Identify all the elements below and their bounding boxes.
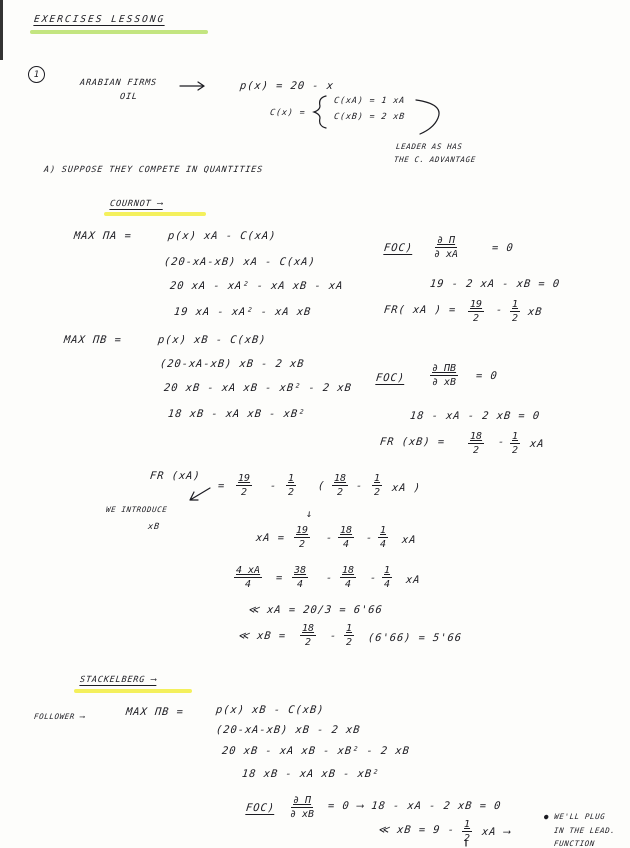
sub-frac-1-num: 19 xyxy=(238,473,251,484)
firms-arrow-icon xyxy=(180,82,204,90)
stackelberg-line-3: 20 xB - xA xB - xB² - 2 xB xyxy=(221,745,411,757)
cost-a: C(xA) = 1 xA xyxy=(333,96,406,106)
sub-equals: = xyxy=(217,480,226,492)
stackelberg-foc-num: ∂ Π xyxy=(293,795,312,806)
foc-b-equation: 18 - xA - 2 xB = 0 xyxy=(409,410,541,422)
fr-b-minus: - xyxy=(497,436,506,448)
result-xb-tail: (6'66) = 5'66 xyxy=(367,632,463,644)
fr-a-tail: xB xyxy=(527,306,544,318)
step2-frac-2-num: 18 xyxy=(340,525,353,536)
foc-a-numerator: ∂ Π xyxy=(437,235,456,246)
sub-frac-4-num: 1 xyxy=(374,473,381,484)
result-xb-frac-1-den: 2 xyxy=(305,637,312,648)
fr-b-label: FR (xB) = xyxy=(379,436,446,448)
foc-b-label: FOC) xyxy=(375,372,406,384)
stackelberg-foc-rhs: = 0 ⟶ 18 - xA - 2 xB = 0 xyxy=(327,800,502,812)
stackelberg-result-tail: xA ⟶ xyxy=(481,826,512,838)
foc-a-denominator: ∂ xA xyxy=(434,249,459,260)
step3-frac-0-num: 4 xA xyxy=(236,565,261,576)
demand-function: p(x) = 20 - x xyxy=(239,80,335,92)
max-b-line-4: 18 xB - xA xB - xB² xyxy=(167,408,306,420)
fr-a-frac-1-num: 19 xyxy=(470,299,483,310)
step3-frac-0-den: 4 xyxy=(245,579,252,590)
part-a-statement: A) SUPPOSE THEY COMPETE IN QUANTITIES xyxy=(43,165,264,175)
step2-frac-3-num: 1 xyxy=(380,525,387,536)
foc-a-rhs: = 0 xyxy=(491,242,515,254)
firms-label: ARABIAN FIRMS xyxy=(79,78,158,88)
max-a-line-3: 20 xA - xA² - xA xB - xA xyxy=(169,280,344,292)
sub-note-1: WE INTRODUCE xyxy=(105,505,168,514)
step3-frac-3-num: 1 xyxy=(384,565,391,576)
max-b-line-3: 20 xB - xA xB - xB² - 2 xB xyxy=(163,382,353,394)
step2-frac-3-den: 4 xyxy=(380,539,387,550)
stackelberg-foc-den: ∂ xB xyxy=(290,809,315,820)
foc-b-denominator: ∂ xB xyxy=(432,377,457,388)
fr-b-frac-1-num: 18 xyxy=(470,431,483,442)
result-xb-minus: - xyxy=(329,630,338,642)
foc-a-label: FOC) xyxy=(383,242,414,254)
max-b-line-2: (20-xA-xB) xB - 2 xB xyxy=(159,358,306,370)
foc-a-equation: 19 - 2 xA - xB = 0 xyxy=(429,278,561,290)
fr-b-frac-2-den: 2 xyxy=(512,445,519,456)
step2-frac-2-den: 4 xyxy=(343,539,350,550)
fr-a-label: FR( xA ) = xyxy=(383,304,457,316)
leader-note-1: LEADER AS HAS xyxy=(395,142,463,151)
stackelberg-foc-label: FOC) xyxy=(245,802,276,814)
stackelberg-line-2: (20-xA-xB) xB - 2 xB xyxy=(215,724,362,736)
down-arrow: ↓ xyxy=(305,508,314,520)
stackelberg-result-left: ≪ xB = 9 - xyxy=(377,824,456,836)
max-b-label: MAX ΠB = xyxy=(63,334,123,346)
stackelberg-result-frac-den: 2 xyxy=(464,833,471,844)
step2-minus-2: - xyxy=(365,532,374,544)
cost-prefix: C(x) = xyxy=(269,108,307,118)
firms-sub: OIL xyxy=(119,92,139,102)
fr-a-frac-2-den: 2 xyxy=(512,313,519,324)
cournot-heading: COURNOT ⟶ xyxy=(109,199,164,209)
result-xb-frac-1-num: 18 xyxy=(302,623,315,634)
sub-frac-2-den: 2 xyxy=(288,487,295,498)
sub-frac-3-num: 18 xyxy=(334,473,347,484)
stackelberg-note-1: ● WE'LL PLUG xyxy=(543,812,606,821)
sub-minus-1: - xyxy=(269,480,278,492)
step3-frac-1-num: 38 xyxy=(294,565,307,576)
cost-bracket-icon xyxy=(416,100,439,134)
step3-frac-2-num: 18 xyxy=(342,565,355,576)
fr-b-frac-1-den: 2 xyxy=(473,445,480,456)
fr-a-frac-1-den: 2 xyxy=(473,313,480,324)
fr-a-minus: - xyxy=(495,304,504,316)
stackelberg-note-3: FUNCTION xyxy=(553,839,596,848)
step3-minus-2: - xyxy=(369,572,378,584)
result-xb-frac-2-num: 1 xyxy=(346,623,353,634)
sub-tail: xA ) xyxy=(391,482,422,494)
cost-brace-icon xyxy=(314,96,326,128)
step3-minus-1: - xyxy=(325,572,334,584)
fr-a-frac-2-num: 1 xyxy=(512,299,519,310)
stackelberg-result-frac-num: 1 xyxy=(464,819,471,830)
page-title: EXERCISES LESSONG xyxy=(33,14,166,25)
foc-b-numerator: ∂ ΠB xyxy=(432,363,457,374)
stackelberg-note-2: IN THE LEAD. xyxy=(553,826,616,835)
max-a-line-1: p(x) xA - C(xA) xyxy=(167,230,277,242)
sub-note-2: xB xyxy=(147,522,161,532)
stackelberg-max-label: MAX ΠB = xyxy=(125,706,185,718)
leader-note-2: THE C. ADVANTAGE xyxy=(393,155,477,164)
result-xa: ≪ xA = 20/3 = 6'66 xyxy=(247,604,384,616)
intro-sub-arrow-icon xyxy=(190,488,210,500)
step2-minus-1: - xyxy=(325,532,334,544)
step3-frac-3-den: 4 xyxy=(384,579,391,590)
step2-tail: xA xyxy=(401,534,418,546)
follower-label: FOLLOWER ⟶ xyxy=(33,712,86,721)
sub-frac-3-den: 2 xyxy=(337,487,344,498)
sub-open-paren: ( xyxy=(317,480,326,492)
foc-b-rhs: = 0 xyxy=(475,370,499,382)
sub-frac-1-den: 2 xyxy=(241,487,248,498)
step3-frac-2-den: 4 xyxy=(345,579,352,590)
max-b-line-1: p(x) xB - C(xB) xyxy=(157,334,267,346)
sub-label: FR (xA) xyxy=(149,470,202,482)
step3-tail: xA xyxy=(405,574,422,586)
step3-frac-1-den: 4 xyxy=(297,579,304,590)
step2-frac-1-num: 19 xyxy=(296,525,309,536)
cost-b: C(xB) = 2 xB xyxy=(333,112,406,122)
problem-number: 1 xyxy=(33,69,40,80)
fr-b-frac-2-num: 1 xyxy=(512,431,519,442)
result-xb-frac-2-den: 2 xyxy=(346,637,353,648)
sub-minus-2: - xyxy=(355,480,364,492)
stackelberg-line-1: p(x) xB - C(xB) xyxy=(215,704,325,716)
max-a-line-4: 19 xA - xA² - xA xB xyxy=(173,306,312,318)
step3-equals: = xyxy=(275,572,284,584)
fr-b-tail: xA xyxy=(529,438,546,450)
max-a-line-2: (20-xA-xB) xA - C(xA) xyxy=(163,256,317,268)
sub-frac-4-den: 2 xyxy=(374,487,381,498)
stackelberg-heading: STACKELBERG ⟶ xyxy=(79,675,158,685)
sub-frac-2-num: 1 xyxy=(288,473,295,484)
result-xb-left: ≪ xB = xyxy=(237,630,287,642)
max-a-label: MAX ΠA = xyxy=(73,230,133,242)
step2-frac-1-den: 2 xyxy=(299,539,306,550)
stackelberg-line-4: 18 xB - xA xB - xB² xyxy=(241,768,380,780)
step2-left: xA = xyxy=(255,532,286,544)
